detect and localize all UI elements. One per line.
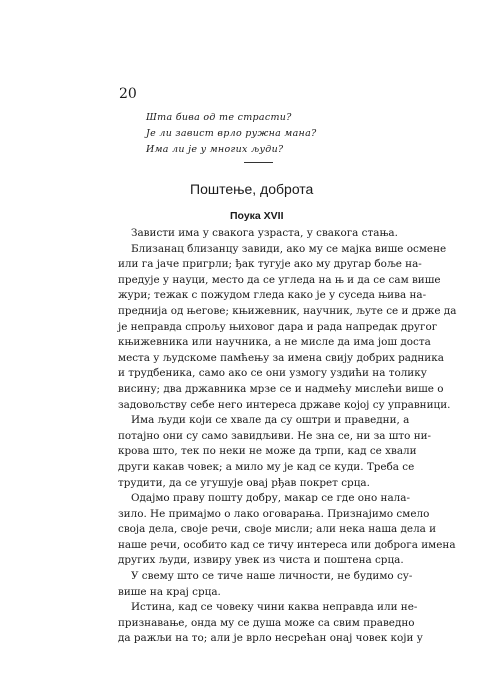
text-line: жури; тежак с пожудом гледа како је у суседа њива на- bbox=[118, 289, 427, 302]
question-line: Шта бива од те страсти? bbox=[146, 112, 292, 123]
text-line: да ражљи на то; али је врло несрећан онај човек који у bbox=[118, 632, 423, 645]
text-line: или га јаче пригрли; ђак тугује ако му другар боље на- bbox=[118, 258, 422, 271]
section-title: Поштење, доброта bbox=[190, 181, 314, 197]
question-line: Је ли завист врло ружна мана? bbox=[146, 128, 317, 139]
text-line: више на крај срца. bbox=[118, 585, 221, 598]
separator-rule bbox=[244, 162, 273, 163]
text-line: наше речи, особито кад се тичу интереса или доброга имена bbox=[118, 538, 456, 551]
text-line: задовољству себе него интереса државе којој су управници. bbox=[118, 398, 451, 411]
page-number: 20 bbox=[119, 86, 137, 102]
text-line: Има људи који се хвале да су оштри и праведни, а bbox=[131, 414, 410, 427]
text-line: трудити, да се угушује овај рђав покрет срца. bbox=[118, 476, 370, 489]
text-line: Одајмо праву пошту добру, макар се где оно нала- bbox=[131, 492, 410, 505]
text-line: Истина, кад се човеку чини каква неправда или не- bbox=[131, 601, 418, 614]
text-line: висину; два државника мрзе се и надмећу мислећи више о bbox=[118, 382, 444, 395]
lesson-title: Поука XVII bbox=[230, 210, 284, 222]
text-line: Зависти има у свакога узраста, у свакога стања. bbox=[131, 227, 398, 239]
text-line: потајно они су само завидљиви. Не зна се, ни за што ни- bbox=[118, 429, 432, 442]
body-text bbox=[118, 226, 457, 647]
text-line: други какав човек; а мило му је кад се куди. Треба се bbox=[118, 460, 415, 473]
question-line: Има ли је у многих људи? bbox=[146, 144, 284, 155]
text-line: је неправда спрољу њиховог дара и рада напредак другог bbox=[118, 320, 438, 333]
review-questions bbox=[146, 110, 316, 158]
text-line: Близанац близанцу завиди, ако му се мајка више осмене bbox=[131, 242, 447, 255]
text-line: других људи, извиру увек из чиста и поштена срца. bbox=[118, 554, 404, 567]
text-line: своја дела, своје речи, своје мисли; али нека наша дела и bbox=[118, 523, 437, 536]
text-line: крова што, тек по неки не може да трпи, кад се хвали bbox=[118, 445, 417, 458]
text-line: преднија од његове; књижевник, научник, љуте се и држе да bbox=[118, 304, 457, 317]
text-line: места у људскоме памћењу за имена свију добрих радника bbox=[118, 351, 444, 364]
text-line: књижевника или научника, а не мисле да има још доста bbox=[118, 336, 431, 349]
text-line: предује у науци, место да се углeда на њ и да се сам више bbox=[118, 273, 441, 286]
text-line: и трудбеника, само ако се они узмогу уздићи на толику bbox=[118, 367, 427, 380]
text-line: признавање, онда му се душа може са свим праведно bbox=[118, 616, 415, 629]
text-line: зило. Не примајмо о лако оговарања. Признајимо смело bbox=[118, 507, 430, 520]
text-line: У свему што се тиче наше личности, не будимо су- bbox=[131, 570, 413, 583]
